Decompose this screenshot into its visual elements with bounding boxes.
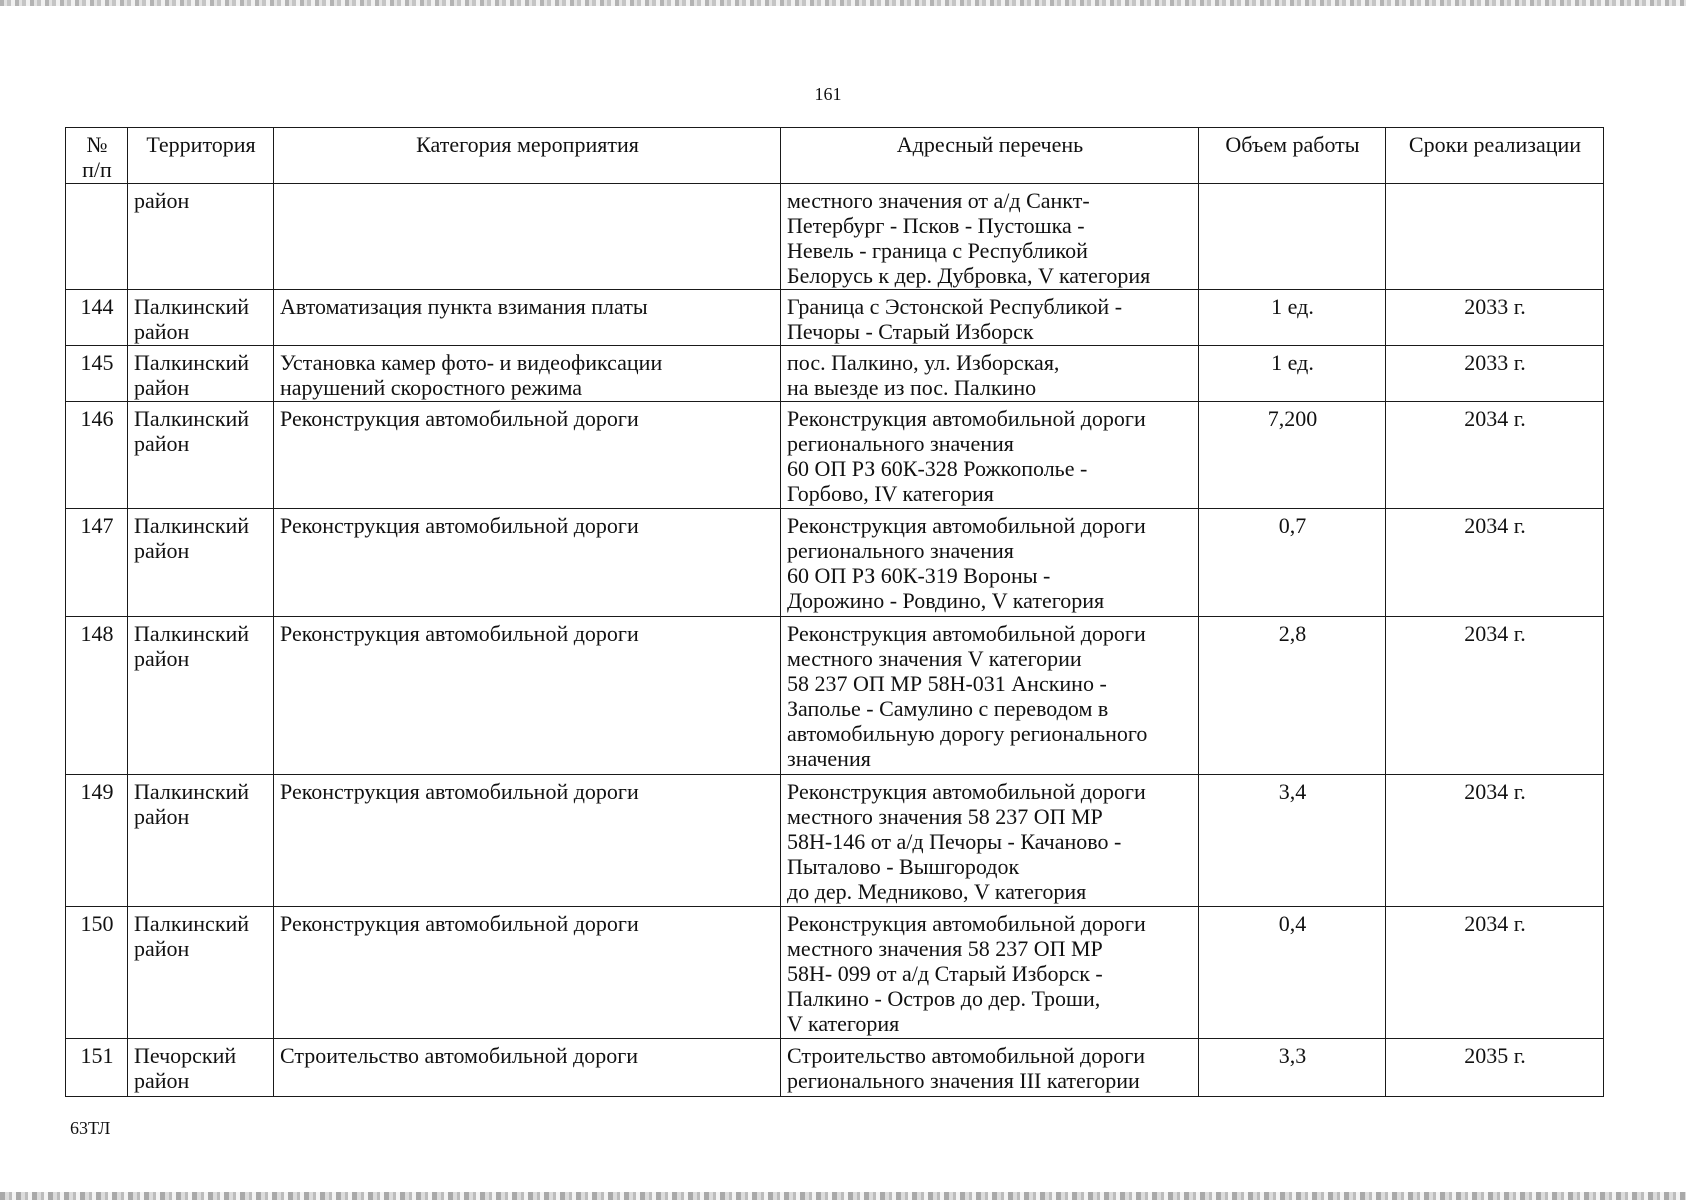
- row-category: Реконструкция автомобильной дороги: [274, 617, 781, 775]
- row-term: 2034 г.: [1386, 402, 1604, 509]
- row-territory: район: [128, 184, 274, 290]
- scan-edge-top: [0, 0, 1686, 6]
- row-volume: [1199, 184, 1386, 290]
- row-territory: Палкинский район: [128, 290, 274, 346]
- row-term: 2034 г.: [1386, 775, 1604, 907]
- row-category: [274, 184, 781, 290]
- row-category: Реконструкция автомобильной дороги: [274, 907, 781, 1039]
- row-num: 151: [66, 1039, 128, 1097]
- row-address: местного значения от а/д Санкт- Петербург - Псков - Пустошка - Невель - граница с Республикой Белорусь к дер. Дубровка, V категория: [781, 184, 1199, 290]
- row-territory: Палкинский район: [128, 402, 274, 509]
- header-category: Категория мероприятия: [274, 128, 781, 184]
- table-row: [66, 617, 1604, 775]
- scan-edge-bottom: [0, 1192, 1686, 1200]
- row-category: Реконструкция автомобильной дороги: [274, 509, 781, 617]
- table-row: [66, 775, 1604, 907]
- header-term: Сроки реализации: [1386, 128, 1604, 184]
- row-term: 2034 г.: [1386, 907, 1604, 1039]
- measures-table: [65, 127, 1604, 1097]
- row-volume: 7,200: [1199, 402, 1386, 509]
- row-address: Реконструкция автомобильной дороги регионального значения 60 ОП РЗ 60К-319 Вороны - Дорожино - Ровдино, V категория: [781, 509, 1199, 617]
- row-num: 150: [66, 907, 128, 1039]
- row-num: 146: [66, 402, 128, 509]
- row-category: Установка камер фото- и видеофиксации нарушений скоростного режима: [274, 346, 781, 402]
- row-category: Реконструкция автомобильной дороги: [274, 402, 781, 509]
- table-row: [66, 1039, 1604, 1097]
- row-address: пос. Палкино, ул. Изборская, на выезде из пос. Палкино: [781, 346, 1199, 402]
- row-category: Реконструкция автомобильной дороги: [274, 775, 781, 907]
- row-term: 2035 г.: [1386, 1039, 1604, 1097]
- row-num: 148: [66, 617, 128, 775]
- row-territory: Палкинский район: [128, 509, 274, 617]
- table-row: [66, 346, 1604, 402]
- row-territory: Палкинский район: [128, 907, 274, 1039]
- table-row: [66, 290, 1604, 346]
- row-num: [66, 184, 128, 290]
- header-num: № п/п: [66, 128, 128, 184]
- table-row: [66, 184, 1604, 290]
- table-header-row: [66, 128, 1604, 184]
- header-territory: Территория: [128, 128, 274, 184]
- row-territory: Палкинский район: [128, 617, 274, 775]
- row-category: Автоматизация пункта взимания платы: [274, 290, 781, 346]
- row-num: 149: [66, 775, 128, 907]
- row-num: 145: [66, 346, 128, 402]
- row-volume: 2,8: [1199, 617, 1386, 775]
- row-term: 2034 г.: [1386, 509, 1604, 617]
- row-num: 144: [66, 290, 128, 346]
- row-term: 2033 г.: [1386, 346, 1604, 402]
- row-address: Реконструкция автомобильной дороги местного значения 58 237 ОП МР 58Н- 099 от а/д Старый Изборск - Палкино - Остров до дер. Троши, V категория: [781, 907, 1199, 1039]
- row-volume: 3,4: [1199, 775, 1386, 907]
- header-volume: Объем работы: [1199, 128, 1386, 184]
- row-volume: 1 ед.: [1199, 290, 1386, 346]
- row-volume: 0,7: [1199, 509, 1386, 617]
- row-term: 2034 г.: [1386, 617, 1604, 775]
- row-volume: 3,3: [1199, 1039, 1386, 1097]
- row-address: Реконструкция автомобильной дороги местного значения V категории 58 237 ОП МР 58Н-031 Анскино - Заполье - Самулино с переводом в автомобильную дорогу регионального значения: [781, 617, 1199, 775]
- header-address: Адресный перечень: [781, 128, 1199, 184]
- row-address: Реконструкция автомобильной дороги местного значения 58 237 ОП МР 58Н-146 от а/д Печоры - Качаново - Пыталово - Вышгородок до дер. Медниково, V категория: [781, 775, 1199, 907]
- row-category: Строительство автомобильной дороги: [274, 1039, 781, 1097]
- row-address: Строительство автомобильной дороги регионального значения III категории: [781, 1039, 1199, 1097]
- table-row: [66, 509, 1604, 617]
- row-territory: Печорский район: [128, 1039, 274, 1097]
- row-address: Граница с Эстонской Республикой - Печоры - Старый Изборск: [781, 290, 1199, 346]
- row-term: [1386, 184, 1604, 290]
- page-number: 161: [814, 84, 842, 104]
- footer-mark: 63ТЛ: [70, 1118, 111, 1138]
- table-row: [66, 907, 1604, 1039]
- row-volume: 1 ед.: [1199, 346, 1386, 402]
- row-num: 147: [66, 509, 128, 617]
- row-territory: Палкинский район: [128, 346, 274, 402]
- row-volume: 0,4: [1199, 907, 1386, 1039]
- row-territory: Палкинский район: [128, 775, 274, 907]
- row-term: 2033 г.: [1386, 290, 1604, 346]
- table-row: [66, 402, 1604, 509]
- row-address: Реконструкция автомобильной дороги регионального значения 60 ОП РЗ 60К-328 Рожкополье - Горбово, IV категория: [781, 402, 1199, 509]
